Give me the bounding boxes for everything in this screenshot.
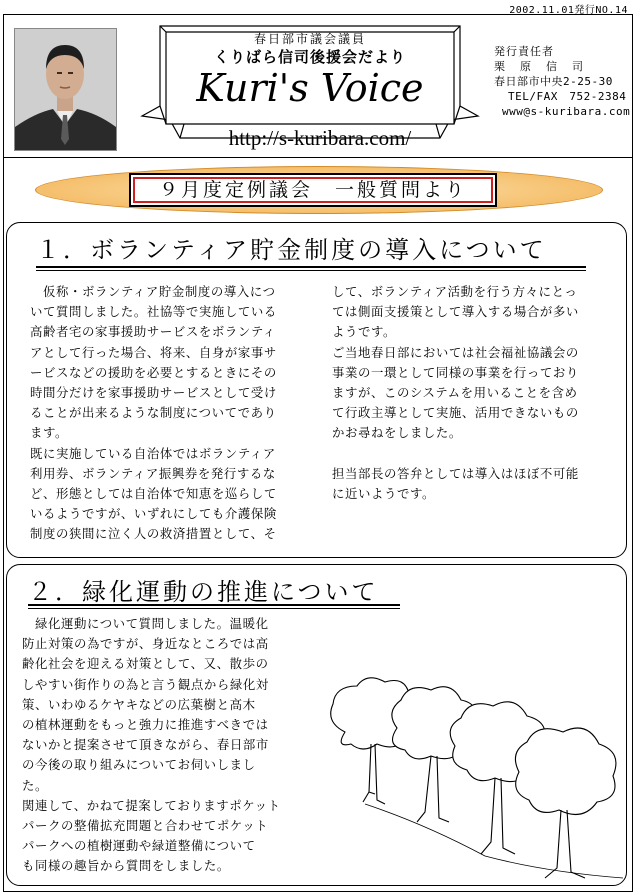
heading-underline: [36, 266, 586, 268]
publisher-role: 発行責任者: [494, 45, 554, 58]
section-text-col1: 仮称・ボランティア貯金制度の導入につ いて質問しました。社協等で実施している 高齢者宅の家事援助サービスをボランティ アとして行った場合、将来、自身が家事サ ービスなどの援助を必要とするときにその 時間分だけを家事援助サービスとして受け ることが出来るような制度についてであり ます。 既に実施している自治体ではボランティア 利用券、ボランティア振興券を発行するな ど、形態としては自治体で知恵を巡らして いるようですが、いずれにしても介護保険 制度の狭間に泣く人の救済措置として、そ: [30, 284, 277, 542]
publisher-email[interactable]: www@s-kuribara.com: [502, 105, 631, 118]
portrait-photo: [14, 28, 117, 151]
publisher-info: [494, 44, 630, 119]
heading-underline: [28, 608, 400, 609]
newsletter-title: Kuri's Voice: [196, 66, 424, 110]
section-text-col2: して、ボランティア活動を行う方々にとっ ては側面支援策として導入する場合が多い ようです。 ご当地春日部においては社会福祉協議会の 事業の一環として同様の事業を行っており ますが、このシステムを用いることを含め て行政主導として実施、活用できないもの かお尋ねをしました。 担当部長の答弁としては導入はほぼ不可能 に近いようです。: [332, 284, 579, 502]
website-link[interactable]: http://s-kuribara.com/: [228, 126, 412, 150]
meeting-title: ９月度定例議会 一般質問より: [129, 173, 497, 207]
trees-illustration: [305, 672, 625, 880]
publisher-address: 春日部市中央2-25-30: [494, 75, 613, 88]
organization-label: 春日部市議会議員: [253, 32, 366, 46]
publisher-phone: TEL/FAX 752-2384: [508, 90, 627, 103]
heading-underline: [36, 270, 586, 271]
issue-number: 2002.11.01発行NO.14: [509, 5, 628, 16]
section-text: 緑化運動について質問しました。温暖化 防止対策の為ですが、身近なところでは高 齢化社会を迎える対策として、又、散歩の しやすい街作りの為と言う観点から緑化対 策、いわゆるケヤキなどの広葉樹と高木 の植林運動をもっと強力に推進すべきでは ないかと提案させて頂きながら、春日部市 の今後の取り組みについてお伺いしまし た。 関連して、かねて提案しておりますポケット パークの整備拡充問題と合わせてポケット パークへの植樹運動や緑道整備について も同様の趣旨から質問をしました。: [22, 616, 281, 874]
heading-underline: [28, 604, 400, 606]
header-divider: [3, 157, 633, 158]
club-name: くりばら信司後援会だより: [213, 48, 406, 66]
section-heading: ２．緑化運動の推進について: [28, 578, 379, 606]
publisher-name: 栗 原 信 司: [494, 60, 585, 73]
section-heading: １．ボランティア貯金制度の導入について: [36, 236, 547, 264]
